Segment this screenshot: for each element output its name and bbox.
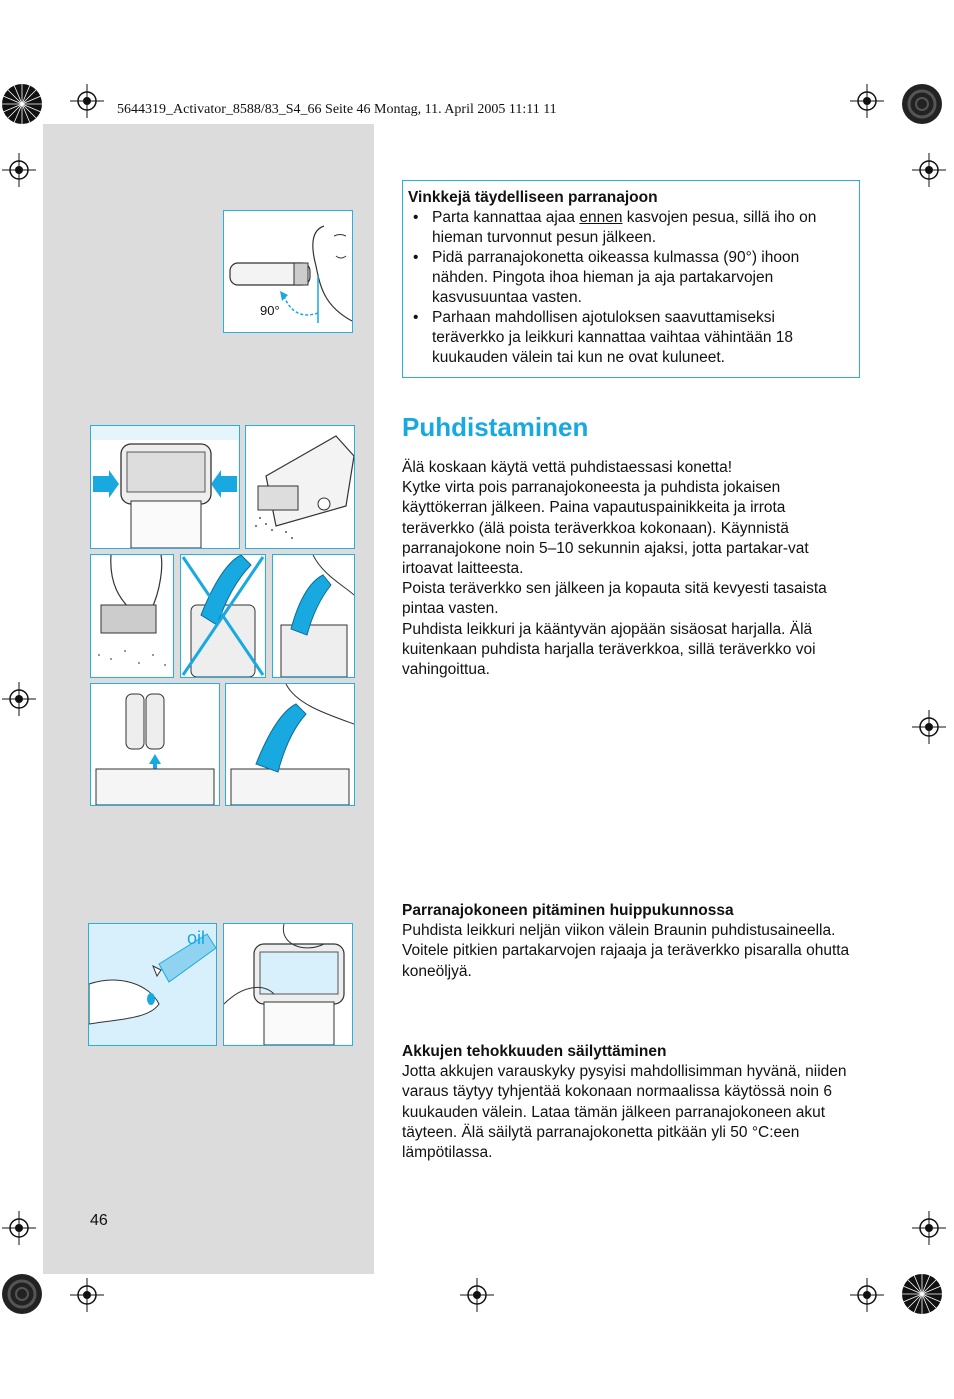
registration-starburst-top-right bbox=[900, 82, 944, 126]
tip-item: • Pidä parranajokonetta oikeassa kulmassa (90°) ihoon nähden. Pingota ihoa hieman ja aja partakarvojen kasvusuuntaa vasten. bbox=[408, 248, 849, 308]
registration-starburst-bottom-left bbox=[0, 1272, 44, 1316]
figure-oil-drop bbox=[88, 923, 217, 1046]
crosshair-mark bbox=[70, 84, 104, 118]
crosshair-mark bbox=[2, 1211, 36, 1245]
figure-do-not-brush-foil bbox=[180, 554, 266, 678]
battery-text: Jotta akkujen varauskyky pysyisi mahdollisimman hyvänä, niiden varaus täytyy tyhjentää kokonaan normaalissa käytössä noin 6 kuukauden välein. Lataa tämän jälkeen parranajokoneen akut täyteen. Älä säilytä parranajokonetta pitkään yli 50 °C:een lämpötilassa. bbox=[402, 1063, 847, 1162]
cleaning-paragraph: Älä koskaan käytä vettä puhdistaessasi konetta! bbox=[402, 459, 733, 476]
page-number: 46 bbox=[90, 1212, 108, 1229]
figure-shaving-angle bbox=[223, 210, 353, 333]
cleaning-paragraph: Kytke virta pois parranajokoneesta ja puhdista jokaisen käyttökerran jälkeen. Paina vapautuspainikkeita ja irrota teräverkko (älä poista teräverkkoa kokonaan). Käynnistä parranajokone noin 5–10 sekunnin ajaksi, jotta partakar-vat irtoavat laitteesta. bbox=[402, 479, 809, 578]
figure-release-foil bbox=[90, 425, 240, 549]
figure-tap-foil bbox=[90, 554, 174, 678]
tips-list bbox=[408, 208, 849, 368]
cleaning-paragraph: Puhdista leikkuri ja kääntyvän ajopään sisäosat harjalla. Älä kuitenkaan puhdista harjalla teräverkkoa, sillä teräverkko voi vahingoittua. bbox=[402, 620, 816, 679]
print-header-line: 5644319_Activator_8588/83_S4_66 Seite 46 Montag, 11. April 2005 11:11 11 bbox=[117, 102, 557, 117]
angle-label: 90° bbox=[260, 303, 280, 318]
registration-starburst-bottom-right bbox=[900, 1272, 944, 1316]
figure-oil-foil bbox=[223, 923, 353, 1046]
registration-starburst-top-left bbox=[0, 82, 44, 126]
figure-run-shaver bbox=[245, 425, 355, 549]
crosshair-mark bbox=[460, 1278, 494, 1312]
battery-section bbox=[402, 1042, 852, 1163]
maintenance-text: Puhdista leikkuri neljän viikon välein Braunin puhdistusaineella. Voitele pitkien partakarvojen rajaaja ja teräverkko pisaralla ohutta koneöljyä. bbox=[402, 922, 850, 980]
figure-remove-cutter bbox=[90, 683, 220, 806]
tips-title: Vinkkejä täydelliseen parranajoon bbox=[408, 189, 658, 206]
crosshair-mark bbox=[2, 682, 36, 716]
crosshair-mark bbox=[70, 1278, 104, 1312]
crosshair-mark bbox=[912, 710, 946, 744]
cleaning-text bbox=[402, 458, 852, 680]
crosshair-mark bbox=[912, 1211, 946, 1245]
figure-brush-cutter bbox=[272, 554, 355, 678]
cleaning-paragraph: Poista teräverkko sen jälkeen ja kopauta sitä kevyesti tasaista pintaa vasten. bbox=[402, 580, 827, 618]
maintenance-title: Parranajokoneen pitäminen huippukunnossa bbox=[402, 902, 734, 919]
oil-label: oil bbox=[187, 928, 206, 948]
tips-box bbox=[402, 180, 860, 378]
figure-brush-inside bbox=[225, 683, 355, 806]
battery-title: Akkujen tehokkuuden säilyttäminen bbox=[402, 1043, 667, 1060]
crosshair-mark bbox=[850, 84, 884, 118]
tip-item: • Parhaan mahdollisen ajotuloksen saavuttamiseksi teräverkko ja leikkuri kannattaa vaihtaa vähintään 18 kuukauden välein tai kun ne ovat kuluneet. bbox=[408, 308, 849, 368]
crosshair-mark bbox=[2, 153, 36, 187]
section-title-cleaning: Puhdistaminen bbox=[402, 412, 589, 442]
crosshair-mark bbox=[912, 153, 946, 187]
maintenance-section bbox=[402, 901, 852, 982]
tip-item: • Parta kannattaa ajaa ennen kasvojen pesua, sillä iho on hieman turvonnut pesun jälkeen. bbox=[408, 208, 849, 248]
crosshair-mark bbox=[850, 1278, 884, 1312]
